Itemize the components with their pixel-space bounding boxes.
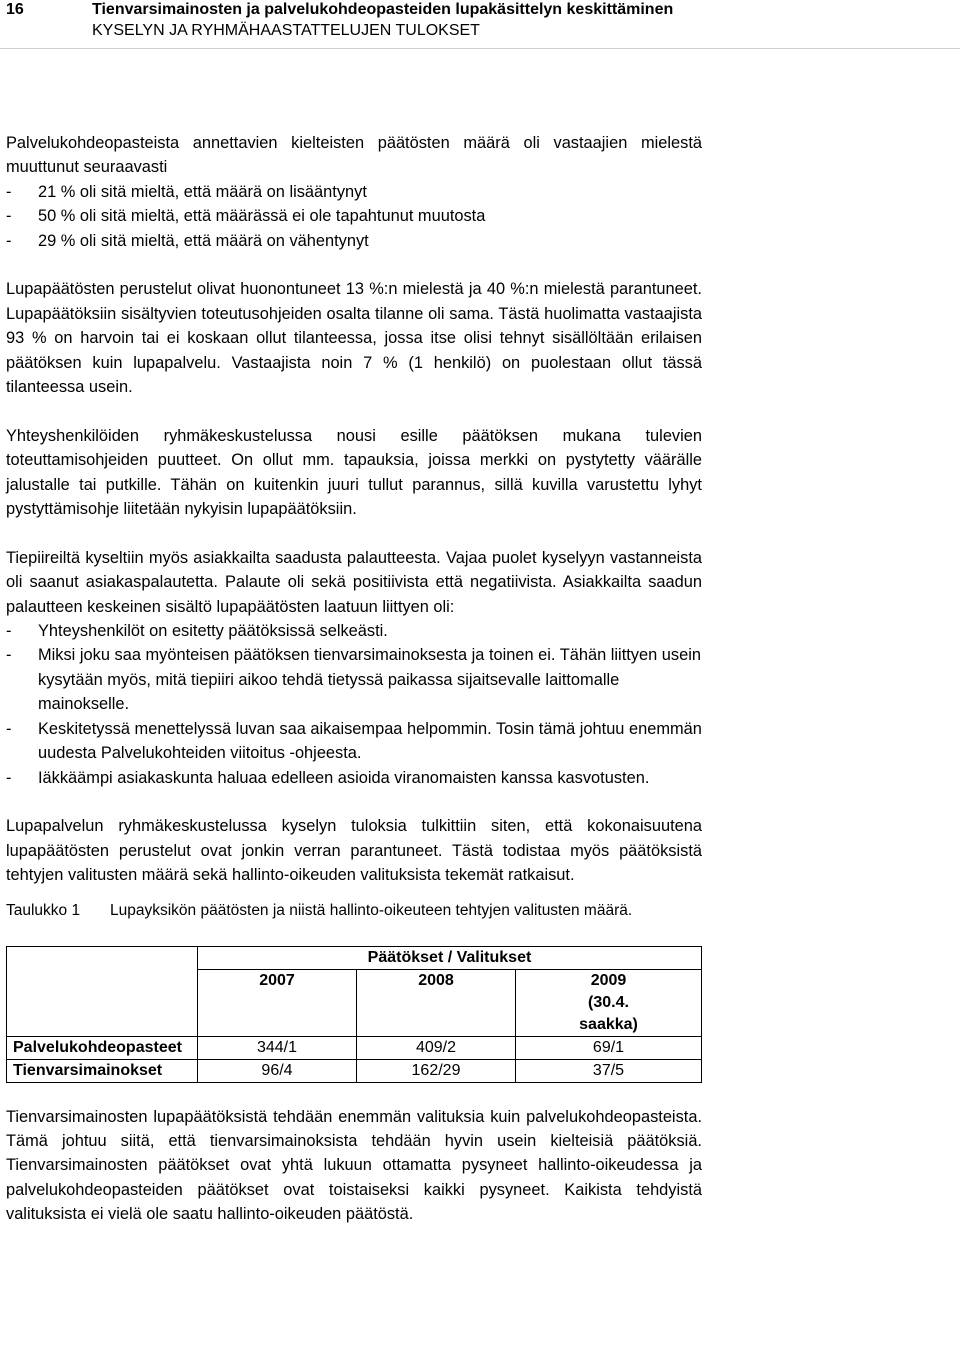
paragraph-contact-group-discussion: Yhteyshenkilöiden ryhmäkeskustelussa nousi esille päätöksen mukana tulevien toteuttamisohjeiden puutteet. On ollut mm. tapauksia, joissa merkki on pystytetty väärälle jalustalle tai putkille. Tähän on kuitenkin juuri tullut parannus, sillä kuvilla varustettu lyhyt pystyttämisohje liitetään nykyisin lupapäätöksiin. <box>6 426 702 519</box>
feedback-list <box>6 619 702 790</box>
intro-paragraph: Palvelukohdeopasteista annettavien kielteisten päätösten määrä oli vastaajien mielestä muuttunut seuraavasti <box>6 134 702 177</box>
table-cell: 96/4 <box>198 1059 357 1082</box>
column-header: 2009 (30.4. saakka) <box>516 969 702 1036</box>
table-header-row <box>7 946 702 969</box>
column-header: 2007 <box>198 969 357 1036</box>
paragraph-customer-feedback: Tiepiireiltä kyseltiin myös asiakkailta saadusta palautteesta. Vajaa puolet kyselyyn vastanneista oli saanut asiakaspalautetta. Palaute oli sekä positiivista että negatiivista. Asiakkailta saadun palautteen keskeinen sisältö lupapäätösten laatuun liittyen oli: <box>6 548 702 616</box>
paragraph-permit-service-discussion: Lupapalvelun ryhmäkeskustelussa kyselyn tuloksia tulkittiin siten, että kokonaisuutena lupapäätösten perustelut ovat jonkin verran parantuneet. Tästä todistaa myös päätöksistä tehtyjen valitusten määrä sekä hallinto-oikeuden valituksista tekemät ratkaisut. <box>6 817 702 885</box>
list-item <box>6 643 702 716</box>
section-subtitle: KYSELYN JA RYHMÄHAASTATTELUJEN TULOKSET <box>92 22 480 39</box>
table-cell: 344/1 <box>198 1036 357 1059</box>
dash-marker: - <box>6 622 12 641</box>
page-number: 16 <box>6 1 24 18</box>
table-row <box>7 1059 702 1082</box>
page-header <box>0 0 960 52</box>
table-caption-number: Taulukko 1 <box>6 901 81 919</box>
column-header: 2008 <box>357 969 516 1036</box>
table-row <box>7 1036 702 1059</box>
list-item-text: 29 % oli sitä mieltä, että määrä on vähentynyt <box>38 231 369 250</box>
list-item <box>6 180 702 204</box>
table-corner-cell <box>7 946 198 1036</box>
row-header: Palvelukohdeopasteet <box>7 1036 198 1059</box>
list-item-text: Miksi joku saa myönteisen päätöksen tienvarsimainoksesta ja toinen ei. Tähän liittyen usein kysytään myös, mitä tiepiiri aikoo tehdä tietyssä paikassa sijaitsevalle laittomalle mainokselle. <box>38 646 701 714</box>
row-header: Tienvarsimainokset <box>7 1059 198 1082</box>
decisions-table <box>6 946 702 1083</box>
table-caption <box>6 900 702 922</box>
list-item-text: 21 % oli sitä mieltä, että määrä on lisääntynyt <box>38 182 367 201</box>
document-title: Tienvarsimainosten ja palvelukohdeopasteiden lupakäsittelyn keskittäminen <box>92 1 674 18</box>
list-item <box>6 766 702 790</box>
list-item <box>6 204 702 228</box>
intro-list <box>6 180 702 253</box>
list-item <box>6 619 702 643</box>
table-cell: 162/29 <box>357 1059 516 1082</box>
list-item <box>6 717 702 766</box>
header-divider <box>0 48 960 49</box>
dash-marker: - <box>6 182 12 201</box>
list-item-text: Keskitetyssä menettelyssä luvan saa aikaisempaa helpommin. Tosin tämä johtuu enemmän uudesta Palvelukohteiden viitoitus -ohjeesta. <box>38 719 702 763</box>
page-body <box>6 131 702 1227</box>
table-cell: 37/5 <box>516 1059 702 1082</box>
table-caption-text: Lupayksikön päätösten ja niistä hallinto-oikeuteen tehtyjen valitusten määrä. <box>110 901 633 919</box>
table-cell: 69/1 <box>516 1036 702 1059</box>
dash-marker: - <box>6 231 12 250</box>
list-item-text: 50 % oli sitä mieltä, että määrässä ei ole tapahtunut muutosta <box>38 207 486 226</box>
list-item <box>6 229 702 253</box>
list-item-text: Iäkkäämpi asiakaskunta haluaa edelleen asioida viranomaisten kanssa kasvotusten. <box>38 768 650 787</box>
paragraph-appeals: Tienvarsimainosten lupapäätöksistä tehdään enemmän valituksia kuin palvelukohdeopasteista. Tämä johtuu siitä, että tienvarsimainoksista tehdään hyvin usein kielteisiä päätöksiä. Tienvarsimainosten päätökset ovat yhtä lukuun ottamatta pysyneet hallinto-oikeudessa ja palvelukohdeopasteiden päätökset ovat toistaiseksi kaikki pysyneet. Kaikista tehdyistä valituksista ei vielä ole saatu hallinto-oikeuden päätöstä. <box>6 1107 702 1224</box>
table-cell: 409/2 <box>357 1036 516 1059</box>
dash-marker: - <box>6 719 12 738</box>
table-group-header: Päätökset / Valitukset <box>198 946 702 969</box>
dash-marker: - <box>6 768 12 787</box>
dash-marker: - <box>6 646 12 665</box>
list-item-text: Yhteyshenkilöt on esitetty päätöksissä selkeästi. <box>38 622 388 641</box>
paragraph-decision-justifications: Lupapäätösten perustelut olivat huonontuneet 13 %:n mielestä ja 40 %:n mielestä parantuneet. Lupapäätöksiin sisältyvien toteutusohjeiden osalta tilanne oli sama. Tästä huolimatta vastaajista 93 % on harvoin tai ei koskaan ollut tilanteessa, jossa itse olisi tehnyt sisällöltään erilaisen päätöksen kuin lupapalvelu. Vastaajista noin 7 % (1 henkilö) on puolestaan ollut tässä tilanteessa usein. <box>6 280 702 397</box>
dash-marker: - <box>6 207 12 226</box>
